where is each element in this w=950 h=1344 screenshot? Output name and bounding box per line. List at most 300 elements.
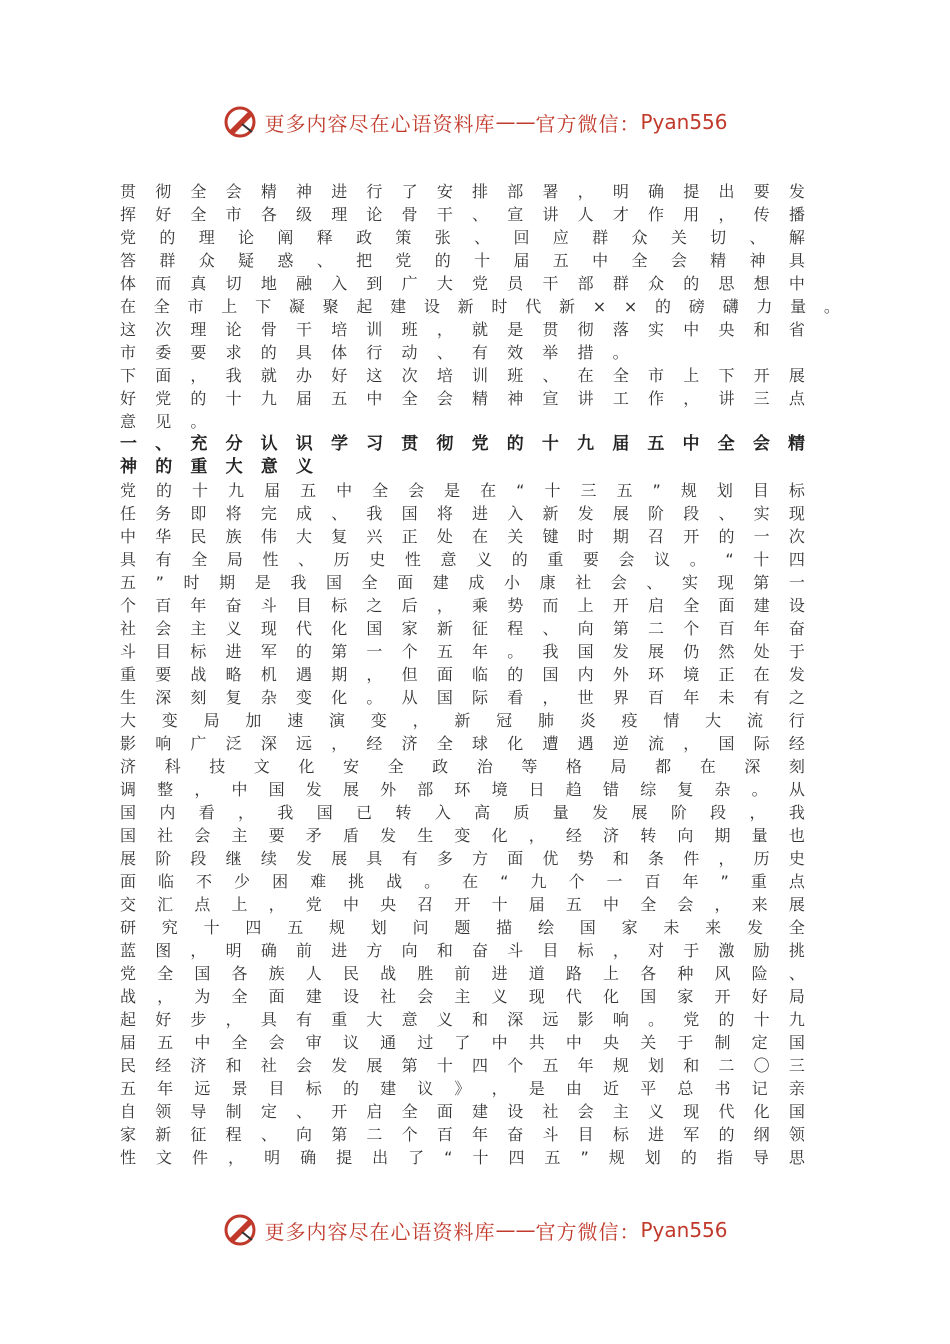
glyph: 转 bbox=[640, 826, 657, 845]
glyph: 高 bbox=[474, 803, 491, 822]
glyph: 回 bbox=[513, 228, 530, 247]
text-line bbox=[120, 410, 805, 433]
glyph: 认 bbox=[260, 434, 278, 454]
glyph: 届 bbox=[513, 251, 530, 270]
glyph: 局 bbox=[610, 757, 627, 776]
glyph: 五 bbox=[647, 434, 665, 454]
glyph: 条 bbox=[648, 849, 665, 868]
glyph: 年 bbox=[157, 1079, 174, 1098]
glyph: ， bbox=[491, 1079, 508, 1098]
glyph: 确 bbox=[300, 1148, 317, 1167]
glyph: 国 bbox=[542, 665, 559, 684]
glyph: 有 bbox=[296, 1010, 313, 1029]
glyph: 义 bbox=[476, 550, 493, 569]
glyph: 记 bbox=[751, 1079, 768, 1098]
glyph: 干 bbox=[542, 274, 559, 293]
glyph: 贯 bbox=[401, 434, 419, 454]
glyph: 图 bbox=[155, 941, 172, 960]
glyph: 众 bbox=[631, 228, 648, 247]
glyph: 困 bbox=[272, 872, 289, 891]
glyph: 落 bbox=[612, 320, 629, 339]
glyph: 现 bbox=[717, 573, 734, 592]
glyph: 趋 bbox=[565, 780, 582, 799]
glyph: 键 bbox=[542, 527, 559, 546]
text-line bbox=[120, 617, 805, 640]
glyph: 我 bbox=[225, 366, 242, 385]
glyph: 成 bbox=[296, 504, 313, 523]
glyph: 党 bbox=[305, 895, 322, 914]
glyph: 段 bbox=[683, 504, 700, 523]
glyph: 点 bbox=[194, 895, 211, 914]
glyph: 融 bbox=[296, 274, 313, 293]
glyph: 点 bbox=[788, 389, 805, 408]
glyph: 个 bbox=[683, 619, 700, 638]
glyph: 发 bbox=[746, 918, 763, 937]
glyph: 流 bbox=[746, 711, 763, 730]
text-line bbox=[120, 525, 805, 548]
glyph: 炎 bbox=[579, 711, 596, 730]
glyph: 五 bbox=[120, 1079, 137, 1098]
glyph: 部 bbox=[507, 182, 524, 201]
glyph: 重 bbox=[120, 665, 137, 684]
glyph: 征 bbox=[472, 619, 489, 638]
glyph: 略 bbox=[225, 665, 242, 684]
glyph: 面 bbox=[718, 596, 735, 615]
glyph: 局 bbox=[788, 987, 805, 1006]
glyph: 。 bbox=[648, 1010, 665, 1029]
glyph: 次 bbox=[401, 366, 418, 385]
glyph: 境 bbox=[683, 665, 700, 684]
glyph: 要 bbox=[155, 665, 172, 684]
glyph: 会 bbox=[610, 573, 627, 592]
text-line bbox=[120, 893, 805, 916]
glyph: 骨 bbox=[401, 205, 418, 224]
glyph: 济 bbox=[120, 757, 137, 776]
glyph: 关 bbox=[507, 527, 524, 546]
glyph: 流 bbox=[648, 734, 665, 753]
glyph: 次 bbox=[155, 320, 172, 339]
glyph: 开 bbox=[612, 596, 629, 615]
text-line bbox=[120, 1077, 805, 1100]
glyph: 级 bbox=[296, 205, 313, 224]
glyph: 展 bbox=[342, 780, 359, 799]
glyph: 家 bbox=[120, 1125, 137, 1144]
glyph: 具 bbox=[260, 1010, 277, 1029]
glyph: 。 bbox=[823, 297, 840, 316]
glyph: 届 bbox=[264, 481, 281, 500]
glyph: 一 bbox=[788, 573, 805, 592]
text-line bbox=[120, 916, 805, 939]
glyph: 全 bbox=[612, 366, 629, 385]
glyph: 自 bbox=[120, 1102, 137, 1121]
glyph: 中 bbox=[336, 481, 353, 500]
glyph: 逆 bbox=[612, 734, 629, 753]
glyph: 国 bbox=[325, 573, 342, 592]
glyph: 奋 bbox=[225, 596, 242, 615]
glyph: 部 bbox=[417, 780, 434, 799]
glyph: 展 bbox=[788, 366, 805, 385]
glyph: 国 bbox=[718, 734, 735, 753]
glyph: 中 bbox=[366, 389, 383, 408]
glyph: 正 bbox=[718, 665, 735, 684]
glyph: 传 bbox=[753, 205, 770, 224]
glyph: 小 bbox=[503, 573, 520, 592]
glyph: 远 bbox=[542, 1010, 559, 1029]
banner-brand: 更多内容尽在心语资料库 bbox=[264, 1219, 496, 1244]
glyph: 年 bbox=[190, 596, 207, 615]
glyph: 精 bbox=[787, 434, 805, 454]
glyph: 一 bbox=[366, 642, 383, 661]
glyph: ， bbox=[577, 182, 594, 201]
glyph: 前 bbox=[454, 964, 471, 983]
glyph: 年 bbox=[472, 642, 489, 661]
glyph: 情 bbox=[663, 711, 680, 730]
glyph: 目 bbox=[155, 642, 172, 661]
glyph: 大 bbox=[436, 274, 453, 293]
glyph: 期 bbox=[612, 527, 629, 546]
glyph: 大 bbox=[120, 711, 137, 730]
glyph: 发 bbox=[788, 182, 805, 201]
glyph: 五 bbox=[300, 481, 317, 500]
glyph: 征 bbox=[190, 1125, 207, 1144]
glyph: 向 bbox=[296, 1125, 313, 1144]
glyph: 下 bbox=[255, 297, 272, 316]
glyph: 于 bbox=[677, 1033, 694, 1052]
glyph: 斗 bbox=[120, 642, 137, 661]
glyph: 磅 bbox=[688, 297, 705, 316]
glyph: 刻 bbox=[190, 688, 207, 707]
footer-banner[interactable] bbox=[0, 1208, 950, 1252]
glyph: 个 bbox=[120, 596, 137, 615]
glyph: 。 bbox=[507, 642, 524, 661]
glyph: 进 bbox=[331, 182, 348, 201]
glyph: 各 bbox=[260, 205, 277, 224]
glyph: 会 bbox=[670, 251, 687, 270]
glyph: 阐 bbox=[277, 228, 294, 247]
glyph: 划 bbox=[716, 481, 733, 500]
glyph: 家 bbox=[621, 918, 638, 937]
glyph: 在 bbox=[462, 872, 479, 891]
glyph: 十 bbox=[541, 434, 559, 454]
glyph: 年 bbox=[577, 1056, 594, 1075]
glyph: 期 bbox=[714, 826, 731, 845]
glyph: 文 bbox=[253, 757, 270, 776]
glyph: 大 bbox=[296, 527, 313, 546]
glyph: 在 bbox=[577, 366, 594, 385]
glyph: 展 bbox=[788, 895, 805, 914]
glyph: 个 bbox=[401, 642, 418, 661]
glyph: 现 bbox=[683, 1102, 700, 1121]
glyph: 、 bbox=[788, 964, 805, 983]
glyph: 全 bbox=[640, 895, 657, 914]
glyph: 百 bbox=[436, 1125, 453, 1144]
glyph: 全 bbox=[387, 757, 404, 776]
glyph: 重 bbox=[190, 457, 208, 477]
glyph: 九 bbox=[228, 481, 245, 500]
glyph: 展 bbox=[612, 504, 629, 523]
text-line bbox=[120, 962, 805, 985]
glyph: 精 bbox=[472, 389, 489, 408]
glyph: 件 bbox=[683, 849, 700, 868]
glyph: 广 bbox=[401, 274, 418, 293]
glyph: 制 bbox=[714, 1033, 731, 1052]
glyph: 但 bbox=[401, 665, 418, 684]
glyph: 家 bbox=[677, 987, 694, 1006]
glyph: 疑 bbox=[238, 251, 255, 270]
glyph: 十 bbox=[544, 481, 561, 500]
glyph: 国 bbox=[577, 642, 594, 661]
glyph: 人 bbox=[577, 205, 594, 224]
glyph: 好 bbox=[751, 987, 768, 1006]
glyph: 开 bbox=[331, 1102, 348, 1121]
glyph: 讲 bbox=[542, 205, 559, 224]
glyph: 十 bbox=[436, 1056, 453, 1075]
glyph: 建 bbox=[472, 1102, 489, 1121]
section-heading-line bbox=[120, 456, 805, 479]
glyph: 势 bbox=[577, 849, 594, 868]
glyph: 实 bbox=[682, 573, 699, 592]
glyph: 是 bbox=[444, 481, 461, 500]
glyph: 代 bbox=[718, 1102, 735, 1121]
glyph: 中 bbox=[592, 251, 609, 270]
glyph: 开 bbox=[753, 366, 770, 385]
glyph: 性 bbox=[262, 550, 279, 569]
glyph: 发 bbox=[331, 1056, 348, 1075]
glyph: 社 bbox=[542, 1102, 559, 1121]
glyph: 世 bbox=[577, 688, 594, 707]
glyph: 办 bbox=[296, 366, 313, 385]
glyph: 具 bbox=[295, 343, 312, 362]
glyph: 、 bbox=[155, 434, 173, 454]
glyph: 和 bbox=[683, 1056, 700, 1075]
glyph: 面 bbox=[507, 849, 524, 868]
glyph: 中 bbox=[603, 895, 620, 914]
glyph: 提 bbox=[336, 1148, 353, 1167]
glyph: 社 bbox=[575, 573, 592, 592]
glyph: 奋 bbox=[507, 1125, 524, 1144]
glyph: 全 bbox=[631, 251, 648, 270]
glyph: 向 bbox=[677, 826, 694, 845]
glyph: 领 bbox=[155, 1102, 172, 1121]
glyph: 然 bbox=[718, 642, 735, 661]
glyph: 定 bbox=[260, 1102, 277, 1121]
glyph: ， bbox=[190, 366, 207, 385]
glyph: 会 bbox=[618, 550, 635, 569]
glyph: 之 bbox=[366, 596, 383, 615]
glyph: 理 bbox=[190, 320, 207, 339]
glyph: 届 bbox=[120, 1033, 137, 1052]
glyph: 理 bbox=[331, 205, 348, 224]
glyph: 代 bbox=[565, 987, 582, 1006]
glyph: 调 bbox=[120, 780, 137, 799]
glyph: 通 bbox=[380, 1033, 397, 1052]
glyph: 内 bbox=[577, 665, 594, 684]
glyph: 战 bbox=[386, 872, 403, 891]
glyph: 将 bbox=[436, 504, 453, 523]
glyph: 在 bbox=[472, 527, 489, 546]
glyph: 央 bbox=[603, 1033, 620, 1052]
glyph: ， bbox=[225, 1010, 242, 1029]
glyph: 会 bbox=[417, 987, 434, 1006]
glyph: 九 bbox=[530, 872, 547, 891]
glyph: 实 bbox=[648, 320, 665, 339]
text-line bbox=[120, 226, 805, 249]
glyph: 十 bbox=[203, 918, 220, 937]
glyph: 了 bbox=[401, 182, 418, 201]
glyph: 要 bbox=[753, 182, 770, 201]
glyph: 时 bbox=[183, 573, 200, 592]
glyph: ， bbox=[528, 826, 545, 845]
glyph: 少 bbox=[234, 872, 251, 891]
glyph: 外 bbox=[380, 780, 397, 799]
glyph: 上 bbox=[231, 895, 248, 914]
glyph: 要 bbox=[582, 550, 599, 569]
glyph: 重 bbox=[331, 1010, 348, 1029]
glyph: 思 bbox=[718, 274, 735, 293]
glyph: 成 bbox=[468, 573, 485, 592]
glyph: 全 bbox=[436, 734, 453, 753]
glyph: 神 bbox=[296, 182, 313, 201]
glyph: 大 bbox=[705, 711, 722, 730]
glyph: 会 bbox=[677, 895, 694, 914]
glyph: 具 bbox=[120, 550, 137, 569]
glyph: 培 bbox=[331, 320, 348, 339]
glyph: 对 bbox=[648, 941, 665, 960]
glyph: 文 bbox=[156, 1148, 173, 1167]
glyph: 的 bbox=[190, 389, 207, 408]
glyph: 党 bbox=[120, 481, 137, 500]
glyph: 国 bbox=[788, 1102, 805, 1121]
glyph: 彻 bbox=[577, 320, 594, 339]
glyph: 挥 bbox=[120, 205, 137, 224]
glyph: 发 bbox=[788, 665, 805, 684]
glyph: 民 bbox=[190, 527, 207, 546]
glyph: 地 bbox=[260, 274, 277, 293]
glyph: 军 bbox=[260, 642, 277, 661]
glyph: 明 bbox=[264, 1148, 281, 1167]
glyph: 领 bbox=[788, 1125, 805, 1144]
glyph: 康 bbox=[539, 573, 556, 592]
glyph: ， bbox=[542, 688, 559, 707]
glyph: 彻 bbox=[155, 182, 172, 201]
glyph: 之 bbox=[788, 688, 805, 707]
glyph: 明 bbox=[225, 941, 242, 960]
glyph: 好 bbox=[155, 1010, 172, 1029]
glyph: 标 bbox=[577, 941, 594, 960]
glyph: ， bbox=[714, 895, 731, 914]
glyph: 国 bbox=[120, 826, 137, 845]
glyph: 第 bbox=[401, 1056, 418, 1075]
glyph: 中 bbox=[565, 1033, 582, 1052]
glyph: 一 bbox=[120, 434, 137, 454]
glyph: 和 bbox=[753, 320, 770, 339]
glyph: 复 bbox=[677, 780, 694, 799]
glyph: 现 bbox=[788, 504, 805, 523]
glyph: 会 bbox=[296, 1056, 313, 1075]
glyph: 彻 bbox=[436, 434, 454, 454]
glyph: 变 bbox=[454, 826, 471, 845]
glyph: 全 bbox=[717, 434, 735, 454]
glyph: 定 bbox=[751, 1033, 768, 1052]
text-line bbox=[120, 847, 805, 870]
glyph: 切 bbox=[710, 228, 727, 247]
glyph: 、 bbox=[749, 228, 766, 247]
glyph: 有 bbox=[471, 343, 488, 362]
glyph: 我 bbox=[542, 642, 559, 661]
glyph: 三 bbox=[788, 1056, 805, 1075]
glyph: 规 bbox=[328, 918, 345, 937]
glyph: 》 bbox=[454, 1079, 471, 1098]
glyph: 全 bbox=[372, 481, 389, 500]
glyph: 国 bbox=[788, 1033, 805, 1052]
glyph: ， bbox=[228, 1148, 245, 1167]
glyph: 冠 bbox=[496, 711, 513, 730]
glyph: 措 bbox=[577, 343, 594, 362]
glyph: “ bbox=[725, 550, 734, 569]
glyph: ， bbox=[749, 803, 766, 822]
glyph: 、 bbox=[542, 619, 559, 638]
glyph: 见 bbox=[155, 412, 172, 431]
glyph: 百 bbox=[718, 619, 735, 638]
glyph: 作 bbox=[648, 389, 665, 408]
header-banner[interactable] bbox=[0, 100, 950, 144]
glyph: 人 bbox=[305, 964, 322, 983]
glyph: 球 bbox=[472, 734, 489, 753]
glyph: 都 bbox=[655, 757, 672, 776]
glyph: 的 bbox=[718, 527, 735, 546]
glyph: 好 bbox=[120, 389, 137, 408]
glyph: 党 bbox=[472, 274, 489, 293]
glyph: 政 bbox=[356, 228, 373, 247]
glyph: 、 bbox=[316, 251, 333, 270]
glyph: 族 bbox=[225, 527, 242, 546]
glyph: 治 bbox=[476, 757, 493, 776]
glyph: 遇 bbox=[296, 665, 313, 684]
glyph: 深 bbox=[155, 688, 172, 707]
glyph: ， bbox=[683, 734, 700, 753]
text-line bbox=[120, 1146, 805, 1169]
glyph: 意 bbox=[120, 412, 137, 431]
glyph: 时 bbox=[577, 527, 594, 546]
glyph: 效 bbox=[507, 343, 524, 362]
glyph: 史 bbox=[369, 550, 386, 569]
text-line bbox=[120, 755, 805, 778]
glyph: 经 bbox=[366, 734, 383, 753]
glyph: 变 bbox=[296, 688, 313, 707]
glyph: 四 bbox=[508, 1148, 525, 1167]
glyph: 、 bbox=[260, 1125, 277, 1144]
glyph: 深 bbox=[744, 757, 761, 776]
text-line bbox=[120, 1123, 805, 1146]
glyph: 深 bbox=[507, 1010, 524, 1029]
glyph: 礴 bbox=[722, 297, 739, 316]
glyph: 建 bbox=[305, 987, 322, 1006]
glyph: 、 bbox=[436, 343, 453, 362]
glyph: 好 bbox=[331, 366, 348, 385]
glyph: ， bbox=[683, 389, 700, 408]
glyph: 建 bbox=[432, 573, 449, 592]
glyph: 我 bbox=[788, 803, 805, 822]
glyph: 量 bbox=[790, 297, 807, 316]
glyph: 响 bbox=[155, 734, 172, 753]
glyph: 全 bbox=[401, 1102, 418, 1121]
glyph: 济 bbox=[401, 734, 418, 753]
text-line bbox=[120, 1031, 805, 1054]
glyph: 会 bbox=[194, 826, 211, 845]
glyph: 史 bbox=[788, 849, 805, 868]
glyph: 阶 bbox=[648, 504, 665, 523]
text-line bbox=[120, 824, 805, 847]
